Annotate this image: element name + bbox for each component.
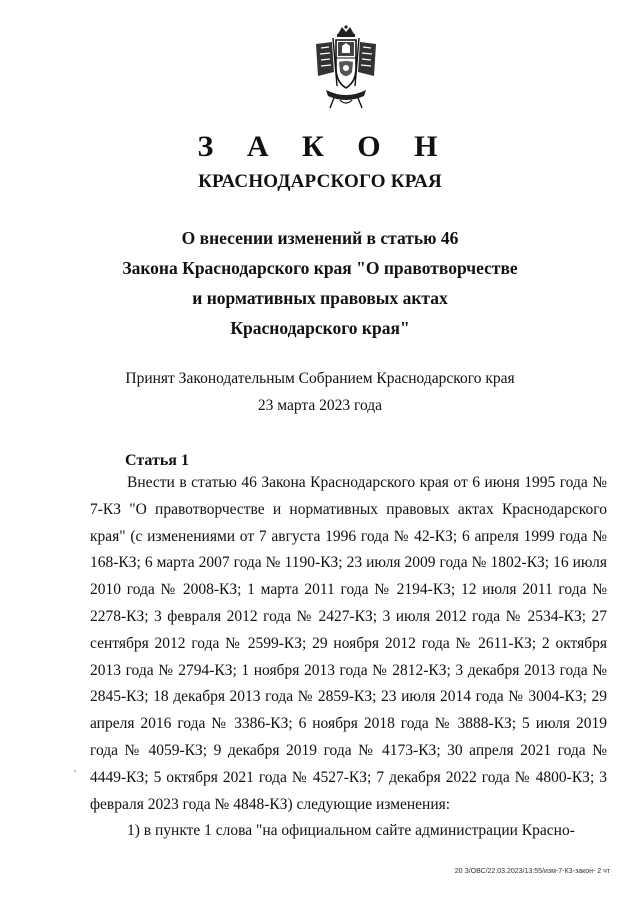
law-title-line: Краснодарского края": [230, 318, 410, 338]
law-title-line: О внесении изменений в статью 46: [181, 228, 459, 248]
document-type-heading: З А К О Н: [197, 130, 451, 163]
scan-artifact: [74, 770, 76, 772]
article-paragraph: Внести в статью 46 Закона Краснодарского края от 6 июня 1995 года № 7-КЗ "О правотворчестве и нормативных правовых актах Краснодарского края" (с изменениями от 7 августа 1996 года № 42-КЗ; 6 апреля 1999 года № 168-КЗ; 6 марта 2007 года № 1190-КЗ; 23 июля 2009 года № 1802-КЗ; 16 июля 2010 года № 2008-КЗ; 1 марта 2011 года № 2194-КЗ; 12 июля 2011 года № 2278-КЗ; 3 февраля 2012 года № 2427-КЗ; 3 июля 2012 года № 2534-КЗ; 27 сентября 2012 года № 2599-КЗ; 29 ноября 2012 года № 2611-КЗ; 2 октября 2013 года № 2794-КЗ; 1 ноября 2013 года № 2812-КЗ; 3 декабря 2013 года № 2845-КЗ; 18 декабря 2013 года № 2859-КЗ; 23 июля 2014 года № 3004-КЗ; 29 апреля 2016 года № 3386-КЗ; 6 ноября 2018 года № 3888-КЗ; 5 июля 2019 года № 4059-КЗ; 9 декабря 2019 года № 4173-КЗ; 30 апреля 2021 года № 4449-КЗ; 5 октября 2021 года № 4527-КЗ; 7 декабря 2022 года № 4800-КЗ; 3 февраля 2023 года № 4848-КЗ) следующие изменения:: [90, 474, 607, 813]
law-title-line: Закона Краснодарского края "О правотворчестве: [122, 258, 518, 278]
adoption-statement: Принят Законодательным Собранием Краснодарского края: [125, 370, 515, 387]
issuing-region-heading: КРАСНОДАРСКОГО КРАЯ: [198, 171, 442, 192]
law-title-line: и нормативных правовых актах: [192, 288, 448, 308]
krasnodar-krai-coat-of-arms-icon: [312, 24, 380, 110]
adoption-date: 23 марта 2023 года: [257, 397, 383, 414]
article-heading: Статья 1: [125, 452, 189, 469]
document-footer-code: 20 З/ОВС/22.03.2023/13:55/изм-7-КЗ-закон- 2 чт: [454, 868, 610, 875]
article-paragraph: 1) в пункте 1 слова "на официальном сайте администрации Красно-: [127, 822, 575, 840]
article-body: [90, 470, 607, 845]
